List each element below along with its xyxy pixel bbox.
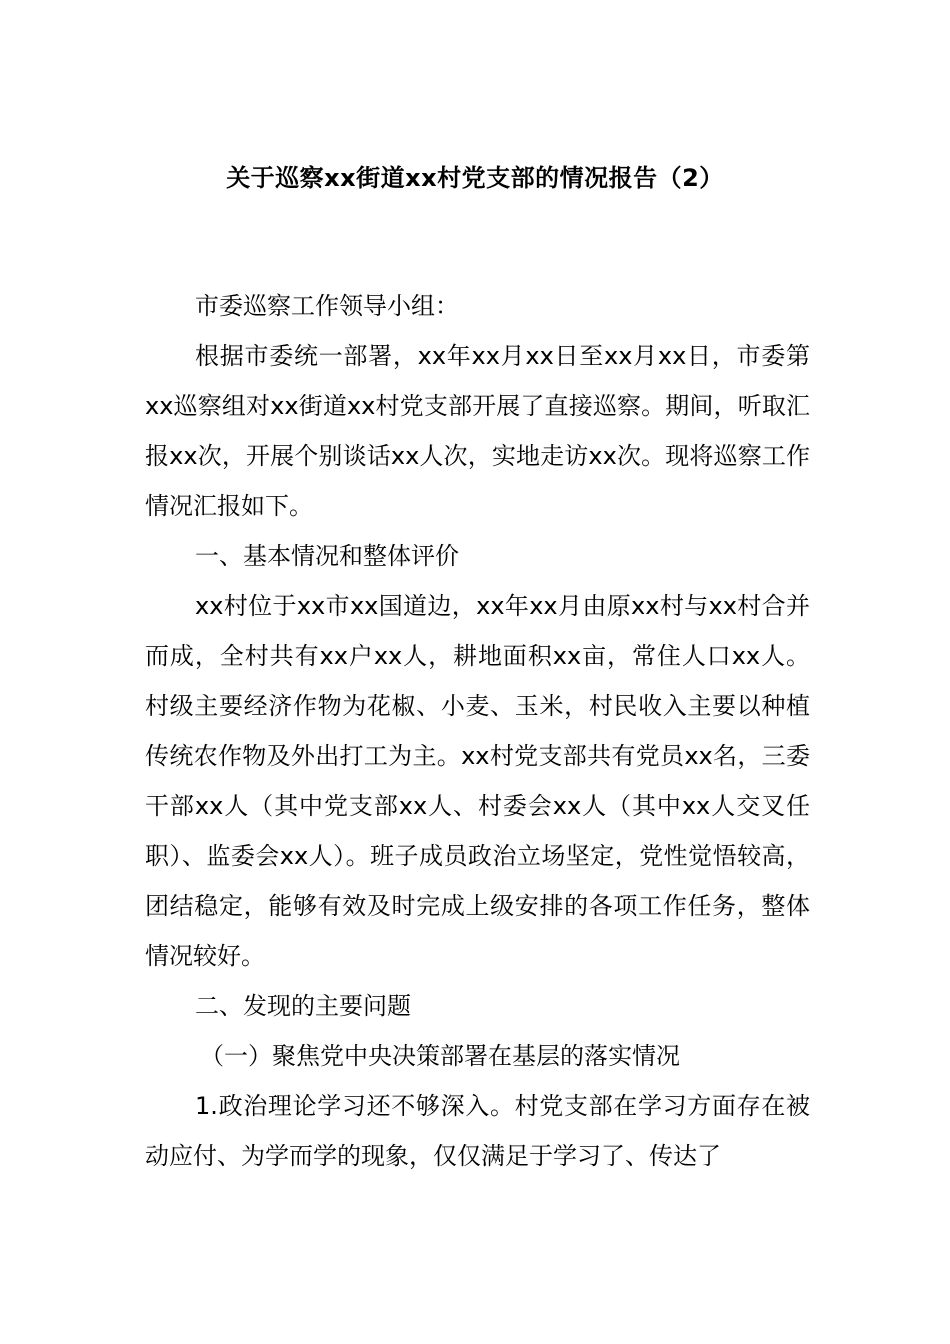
salutation: 市委巡察工作领导小组： [195, 292, 459, 320]
document-body [145, 281, 810, 1181]
section-heading-basic-situation: 一、基本情况和整体评价 [195, 542, 459, 570]
paragraph-basic-situation: xx村位于xx市xx国道边，xx年xx月由原xx村与xx村合并而成，全村共有xx户xx人，耕地面积xx亩，常住人口xx人。村级主要经济作物为花椒、小麦、玉米，村民收入主要以种植传统农作物及外出打工为主。xx村党支部共有党员xx名，三委干部xx人（其中党支部xx人、村委会xx人（其中xx人交叉任职）、监委会xx人）。班子成员政治立场坚定，党性觉悟较高，团结稳定，能够有效及时完成上级安排的各项工作任务，整体情况较好。 [145, 592, 810, 970]
paragraph-political-study: 1.政治理论学习还不够深入。村党支部在学习方面存在被动应付、为学而学的现象，仅仅满足于学习了、传达了 [145, 1092, 810, 1170]
subsection-heading-central-decisions: （一）聚焦党中央决策部署在基层的落实情况 [200, 1042, 680, 1070]
paragraph-intro: 根据市委统一部署，xx年xx月xx日至xx月xx日，市委第xx巡察组对xx街道xx村党支部开展了直接巡察。期间，听取汇报xx次，开展个别谈话xx人次，实地走访xx次。现将巡察工作情况汇报如下。 [145, 342, 810, 520]
document-title: 关于巡察xx街道xx村党支部的情况报告（2） [226, 164, 724, 192]
section-heading-main-problems: 二、发现的主要问题 [195, 992, 411, 1020]
